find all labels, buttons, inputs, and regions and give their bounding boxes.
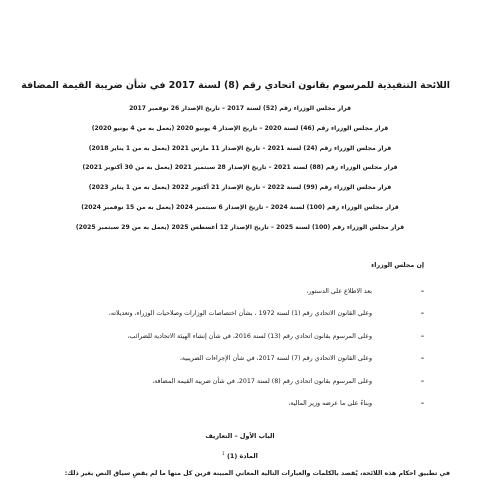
clause-text: وعلى القانون الاتحادي رقم (1) لسنة 1972 ، بشأن اختصاصات الوزارات وصلاحيات الوزراء، وتعديلاته، (108, 310, 372, 318)
clause-text: وبناءً على ما عرضه وزير المالية، (288, 400, 372, 408)
decree-line: قرار مجلس الوزراء رقم (100) لسنة 2025 – تاريخ الإصدار 12 أغسطس 2025 (يعمل به من 29 سبتمبر 2025) (75, 223, 405, 231)
preamble-clause (60, 280, 424, 303)
decree-line: قرار مجلس الوزراء رقم (100) لسنة 2024 – تاريخ الإصدار 6 سبتمبر 2024 (يعمل به من 15 نوفمبر 2024) (81, 203, 399, 211)
dash-bullet: – (420, 287, 424, 295)
preamble-clause (60, 370, 424, 393)
preamble-heading: إن مجلس الوزراء (371, 262, 424, 269)
amendment-decree-list (30, 103, 450, 242)
decree-line: قرار مجلس الوزراء رقم (24) لسنة 2021 – تاريخ الإصدار 11 مارس 2021 (يعمل به من 1 يناير 2018) (88, 144, 392, 152)
preamble-clause-list (60, 280, 424, 415)
article-heading: المادة (1) (226, 452, 258, 461)
preamble-clause (60, 348, 424, 371)
clause-text: وعلى القانون الاتحادي رقم (7) لسنة 2017، في شأن الإجراءات الضريبية، (179, 355, 372, 363)
decree-line: قرار مجلس الوزراء رقم (99) لسنة 2022 – تاريخ الإصدار 21 أكتوبر 2022 (يعمل به من 1 يناير 2023) (88, 184, 392, 192)
preamble-clause (60, 393, 424, 416)
document-title: اللائحة التنفيذية للمرسوم بقانون اتحادي رقم (8) لسنة 2017 في شأن ضريبة القيمة المضافة (21, 80, 450, 91)
decree-line: قرار مجلس الوزراء رقم (46) لسنة 2020 – تاريخ الإصدار 4 يونيو 2020 (يعمل به من 4 يونيو 2020) (91, 124, 389, 132)
decree-line: قرار مجلس الوزراء رقم (88) لسنة 2021 – تاريخ الإصدار 28 سبتمبر 2021 (يعمل به من 30 أكتوبر 2021) (82, 164, 398, 172)
dash-bullet: – (420, 332, 424, 340)
clause-text: وعلى المرسوم بقانون اتحادي رقم (13) لسنة 2016، في شأن إنشاء الهيئة الاتحادية للضرائب، (127, 332, 372, 340)
dash-bullet: – (420, 310, 424, 318)
dash-bullet: – (420, 400, 424, 408)
dash-bullet: – (420, 355, 424, 363)
preamble-clause (60, 303, 424, 326)
clause-text: بعد الاطلاع على الدستور، (306, 287, 372, 295)
clause-text: وعلى المرسوم بقانون اتحادي رقم (8) لسنة 2017، في شأن ضريبة القيمة المضافة، (152, 377, 372, 385)
preamble-clause (60, 325, 424, 348)
article-heading-row (0, 451, 480, 460)
dash-bullet: – (420, 377, 424, 385)
chapter-heading: الباب الأول – التعاريف (205, 432, 275, 440)
footnote-marker: 1 (222, 451, 225, 456)
article-body-partial-line: في تطبيق أحكام هذه اللائحة، يُقصد بالكلمات والعبارات التالية المعاني المبينة قرين كل منها ما لم يقضِ سياق النص بغير ذلك: (64, 470, 450, 477)
decree-line: قرار مجلس الوزراء رقم (52) لسنة 2017 – تاريخ الإصدار 26 نوفمبر 2017 (129, 105, 351, 112)
